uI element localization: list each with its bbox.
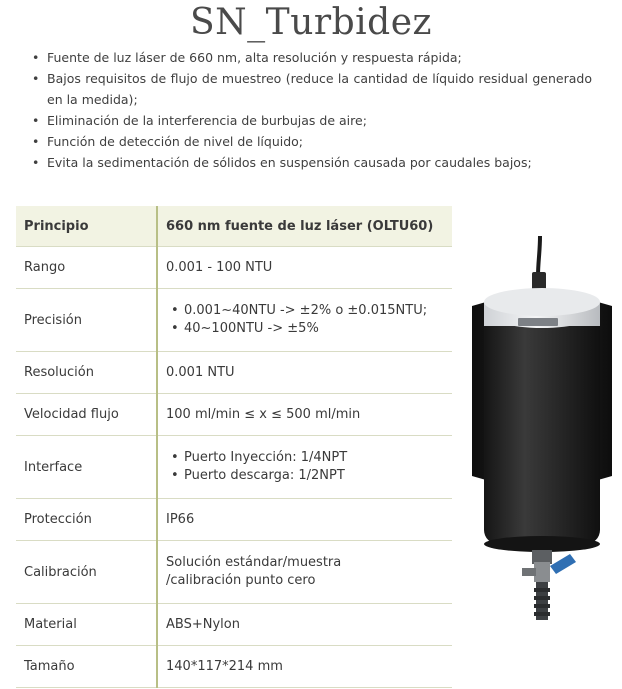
spec-line: Solución estándar/muestra: [166, 555, 342, 570]
feature-item: • Evita la sedimentación de sólidos en suspensión causada por caudales bajos;: [30, 152, 592, 173]
spec-label-tamano: Tamaño: [16, 646, 157, 688]
spec-value-material: ABS+Nylon: [157, 604, 452, 646]
table-row: [16, 436, 452, 499]
feature-item: • Eliminación de la interferencia de burbujas de aire;: [30, 110, 592, 131]
spec-label-precision: Precisión: [16, 289, 157, 352]
feature-item: • Bajos requisitos de flujo de muestreo (reduce la cantidad de líquido residual generado en la medida);: [30, 68, 592, 110]
table-row: [16, 646, 452, 688]
spec-list-item: • Puerto Inyección: 1/4NPT: [166, 449, 452, 467]
table-row: [16, 206, 452, 247]
table-row: [16, 352, 452, 394]
spec-line: /calibración punto cero: [166, 573, 316, 588]
table-row: [16, 247, 452, 289]
spec-value-calibracion: [157, 541, 452, 604]
spec-table: [16, 206, 452, 688]
spec-label-resolucion: Resolución: [16, 352, 157, 394]
spec-list-item: • 0.001~40NTU -> ±2% o ±0.015NTU;: [166, 302, 452, 320]
spec-label-material: Material: [16, 604, 157, 646]
table-row: [16, 394, 452, 436]
spec-value-tamano: 140*117*214 mm: [157, 646, 452, 688]
page-title: SN_Turbidez: [190, 2, 432, 43]
spec-label-velocidad: Velocidad flujo: [16, 394, 157, 436]
spec-label-calibracion: Calibración: [16, 541, 157, 604]
spec-label-rango: Rango: [16, 247, 157, 289]
feature-item: • Fuente de luz láser de 660 nm, alta resolución y respuesta rápida;: [30, 47, 592, 68]
table-row: [16, 289, 452, 352]
spec-label-proteccion: Protección: [16, 499, 157, 541]
spec-value-resolucion: 0.001 NTU: [157, 352, 452, 394]
spec-label-interface: Interface: [16, 436, 157, 499]
spec-value-precision: [157, 289, 452, 352]
feature-item: • Función de detección de nivel de líquido;: [30, 131, 592, 152]
table-row: [16, 499, 452, 541]
spec-value-rango: 0.001 - 100 NTU: [157, 247, 452, 289]
feature-list: [30, 47, 592, 173]
product-image: [462, 232, 622, 632]
table-row: [16, 604, 452, 646]
spec-value-proteccion: IP66: [157, 499, 452, 541]
spec-list-item: • 40~100NTU -> ±5%: [166, 320, 452, 338]
spec-value-principio: 660 nm fuente de luz láser (OLTU60): [157, 206, 452, 247]
table-row: [16, 541, 452, 604]
spec-value-interface: [157, 436, 452, 499]
spec-label-principio: Principio: [16, 206, 157, 247]
spec-value-velocidad: 100 ml/min ≤ x ≤ 500 ml/min: [157, 394, 452, 436]
spec-list-item: • Puerto descarga: 1/2NPT: [166, 467, 452, 485]
